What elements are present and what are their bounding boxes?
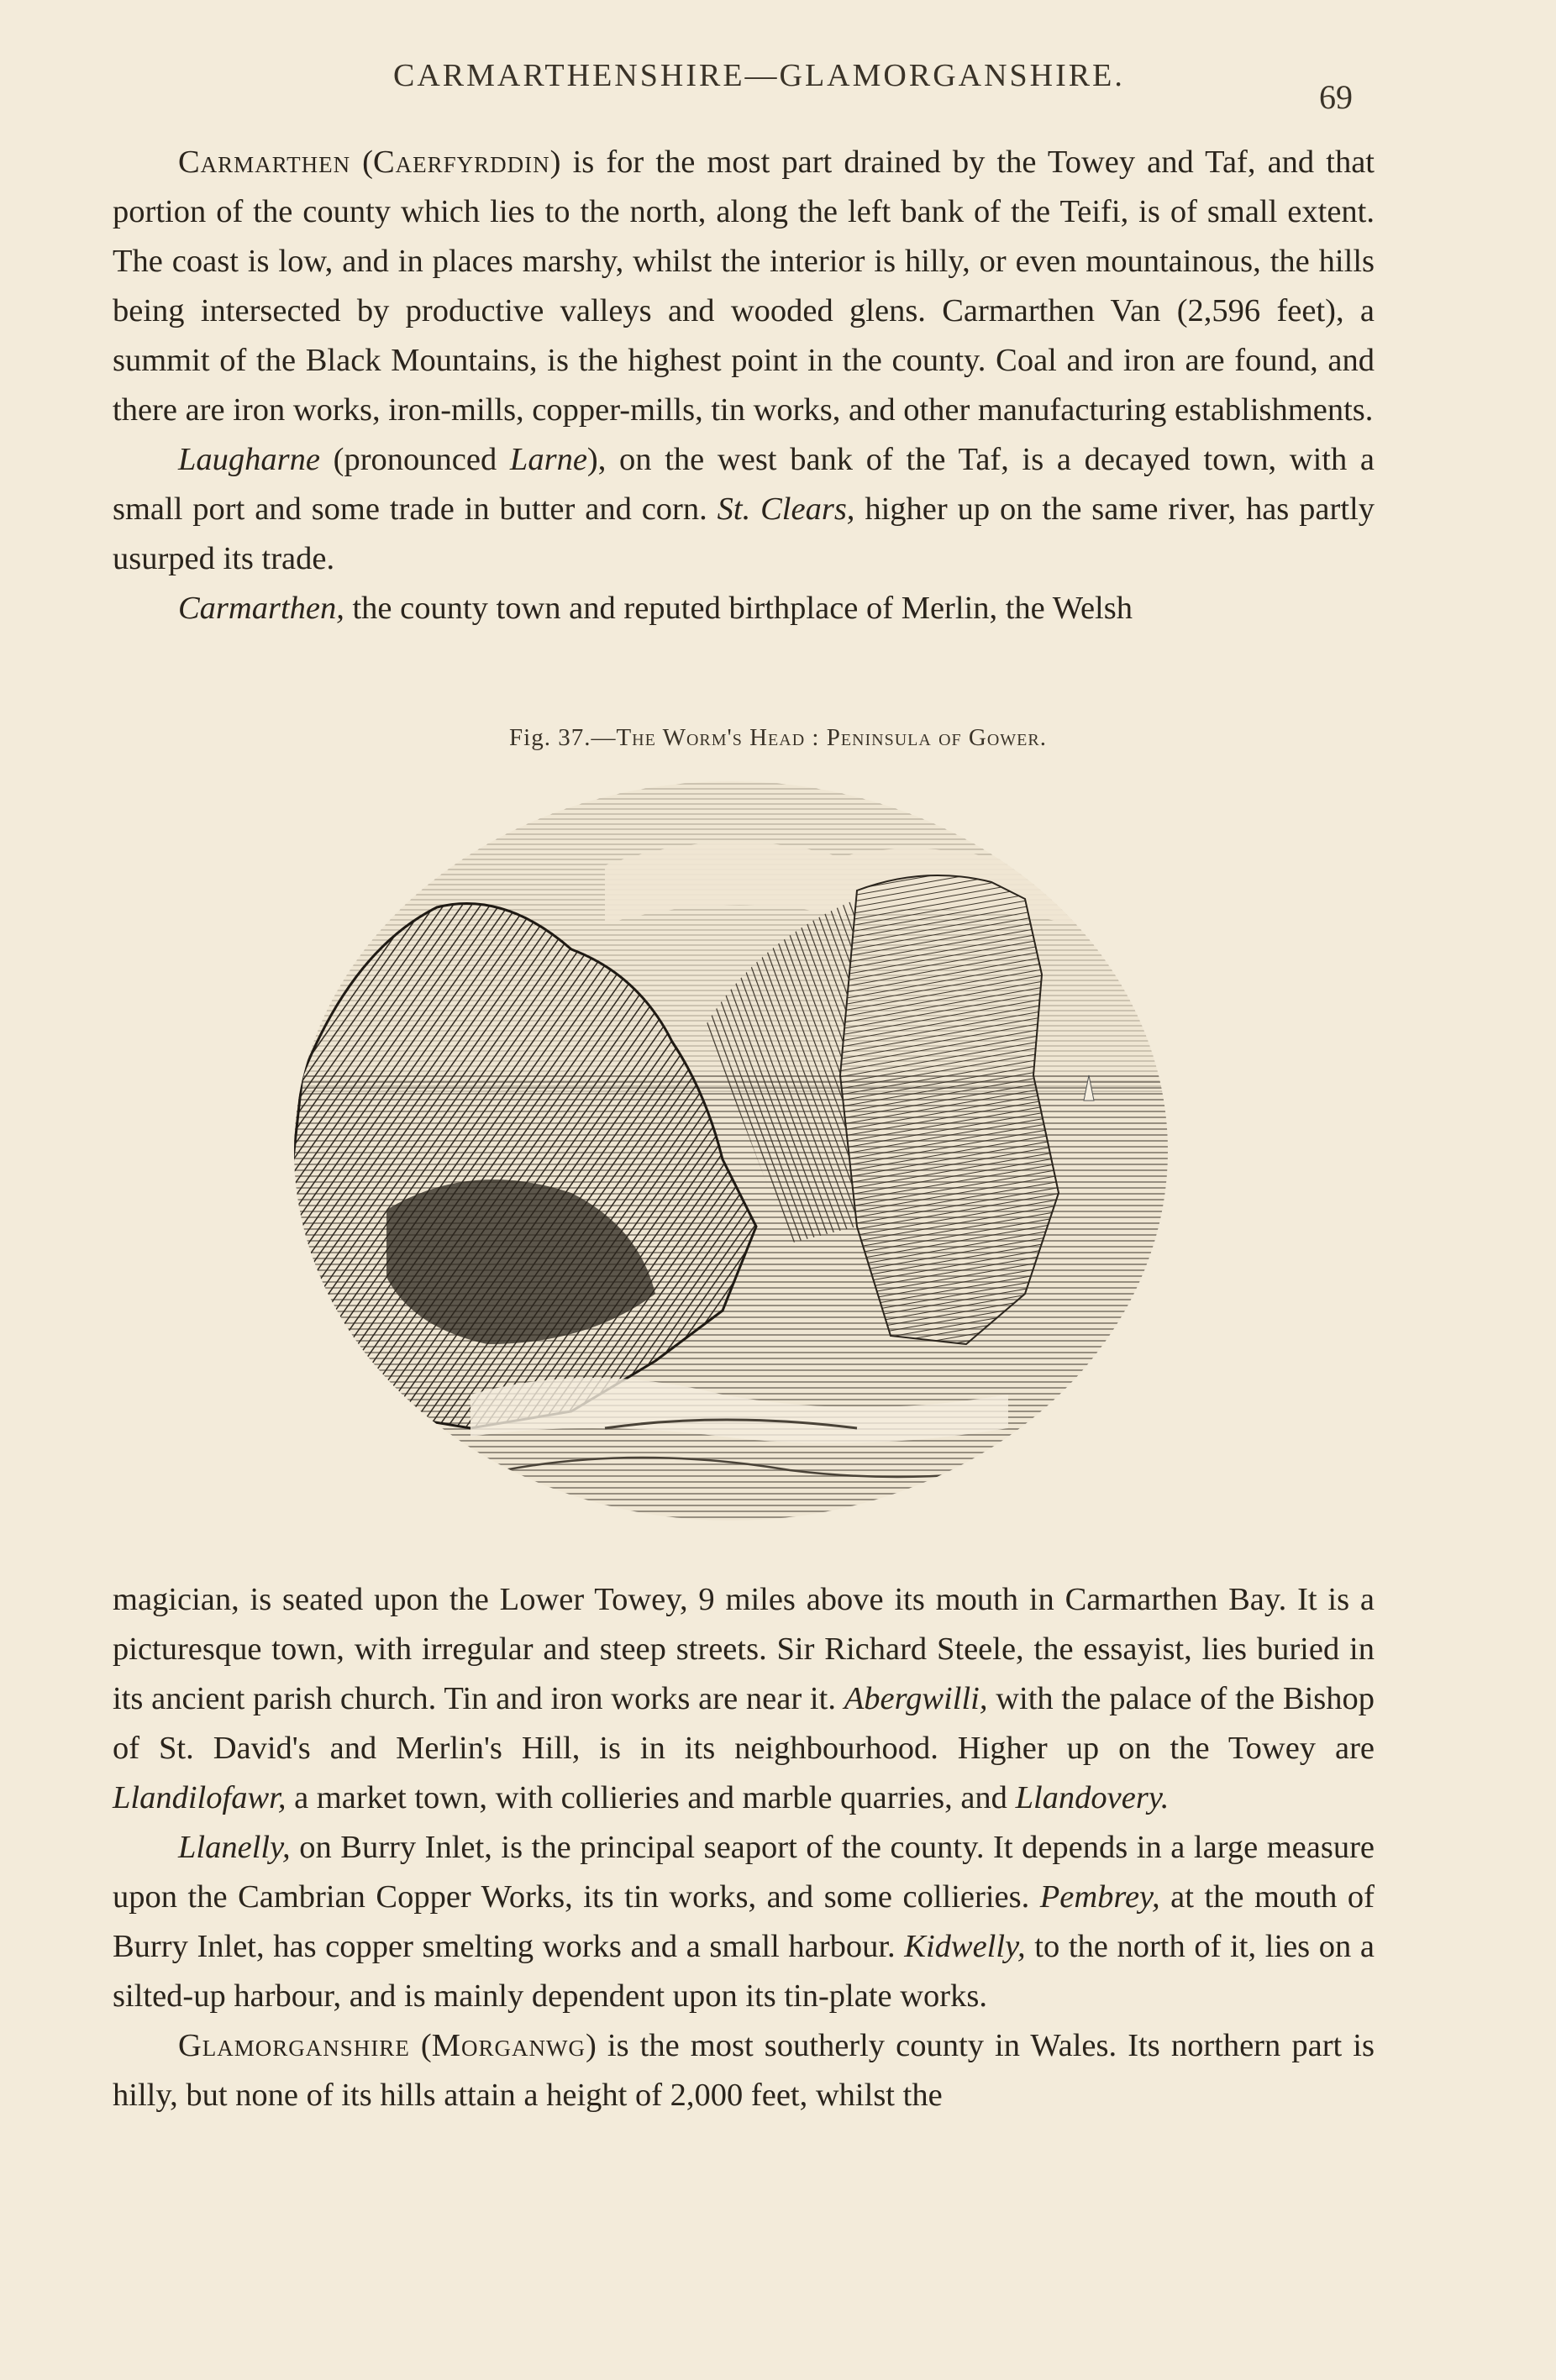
text-block-lower [113,1575,1375,2120]
paragraph-text: the county town and reputed birthplace of Merlin, the Welsh [344,591,1133,626]
paragraph-laugharne [113,435,1375,584]
place-name: Carmarthen, [178,591,344,626]
paragraph-text: on Burry Inlet, is the principal seaport of the county. It depends in a large measure upon the Cambrian Copper Works, its tin works, and some collieries. [113,1830,1375,1915]
paragraph-text: magician, is seated upon the Lower Towey, 9 miles above its mouth in Carmarthen Bay. It is a picturesque town, with irregular and steep streets. Sir Richard Steele, the essayist, lies buried in its ancient parish church. Tin and iron works are near it. [113,1582,1375,1716]
paragraph-glamorganshire: Glamorganshire (Morganwg) is the most southerly county in Wales. Its northern part is hilly, but none of its hills attain a height of 2,000 feet, whilst the [113,2028,1375,2113]
place-name: Llanelly, [178,1830,291,1865]
page-number: 69 [1319,78,1353,116]
paragraph-text: is the most southerly county in Wales. Its northern part is hilly, but none of its hills attain a height of 2,000 feet, whilst the [113,2028,1375,2113]
place-name: St. Clears, [717,491,855,527]
place-name: Laugharne [178,442,320,477]
text-block-upper [113,138,1375,633]
place-name: Kidwelly, [904,1929,1026,1964]
county-name: Glamorganshire [178,2028,410,2063]
place-name: Llandovery. [1015,1780,1170,1815]
paragraph-carmarthen-county: Carmarthen (Caerfyrddin) is for the most part drained by the Towey and Taf, and that portion of the county which lies to the north, along the left bank of the Teifi, is of small extent. The coast is low, and in places marshy, whilst the interior is hilly, or even mountainous, the hills being intersected by productive valleys and wooded glens. Carmarthen Van (2,596 feet), a summit of the Black Mountains, is the highest point in the county. Coal and iron are found, and there are iron works, iron-mills, copper-mills, tin works, and other manufacturing establishments. [113,144,1375,428]
place-pronunciation: Larne [509,442,587,477]
paragraph-text: ), on the west bank of the Taf, is a decayed town, with a small port and some trade in butter and corn. [113,442,1375,527]
county-welsh-name: Morganwg [431,2028,586,2063]
paragraph-text: with the palace of the Bishop of St. David's and Merlin's Hill, is in its neighbourhood. Higher up on the Towey are [113,1681,1375,1766]
figure-title: The Worm's Head : Peninsula of Gower. [616,724,1047,751]
paragraph-llanelly [113,1823,1375,2021]
paragraph-text: (pronounced [319,442,510,477]
paragraph-text: a market town, with collieries and marble quarries, and [286,1780,1016,1815]
paragraph-text: is for the most part drained by the Towey and Taf, and that portion of the county which lies to the north, along the left bank of the Teifi, is of small extent. The coast is low, and in places marshy, whilst the interior is hilly, or even mountainous, the hills being intersected by productive valleys and wooded glens. Carmarthen Van (2,596 feet), a summit of the Black Mountains, is the highest point in the county. Coal and iron are found, and there are iron works, iron-mills, copper-mills, tin works, and other manufacturing establishments. [113,144,1375,428]
paragraph-text: to the north of it, lies on a silted-up harbour, and is mainly dependent upon its tin-plate works. [113,1929,1375,2014]
paragraph-carmarthen-town [113,584,1375,633]
place-name: Llandilofawr, [113,1780,286,1815]
worms-head-engraving [252,756,1210,1529]
county-welsh-name: Caerfyrddin [372,144,550,180]
paragraph-text: higher up on the same river, has partly usurped its trade. [113,491,1375,576]
place-name: Pembrey, [1039,1879,1160,1915]
place-name: Abergwilli, [844,1681,988,1716]
figure-caption [0,724,1556,752]
figure-number: Fig. 37.— [509,724,617,751]
county-name: Carmarthen [178,144,351,180]
paragraph-carmarthen-town-cont [113,1575,1375,1823]
paragraph-text: at the mouth of Burry Inlet, has copper smelting works and a small harbour. [113,1879,1375,1964]
running-head: CARMARTHENSHIRE—GLAMORGANSHIRE. [393,58,1125,93]
